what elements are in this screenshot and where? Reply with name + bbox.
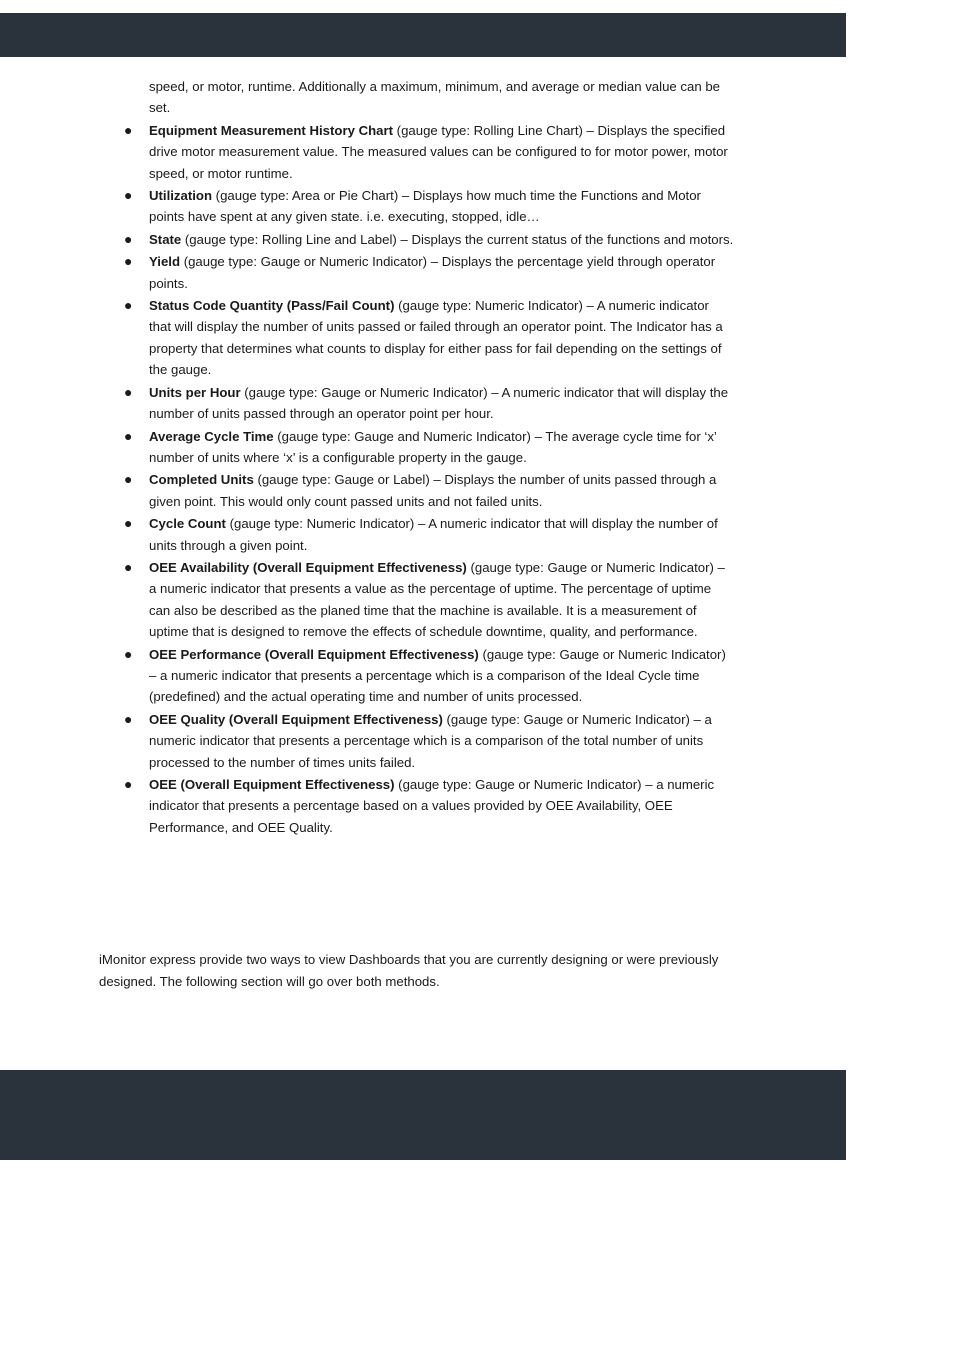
bullet-icon: ● [124, 471, 133, 488]
list-item [124, 295, 734, 381]
closing-paragraph: iMonitor express provide two ways to view Dashboards that you are currently designing or were previously designed. The following section will go over both methods. [99, 952, 719, 989]
list-item [124, 774, 734, 838]
list-item [124, 120, 734, 184]
list-item [124, 709, 734, 773]
list-item [124, 229, 734, 250]
item-description: (gauge type: Gauge or Numeric Indicator) – Displays the percentage yield through operator points. [149, 254, 716, 291]
item-term: Cycle Count [149, 516, 226, 532]
list-item [124, 426, 734, 469]
bullet-icon: ● [124, 427, 133, 444]
continuation-paragraph: speed, or motor, runtime. Additionally a maximum, minimum, and average or median value can be set. [149, 79, 721, 116]
bullet-icon: ● [124, 383, 133, 400]
item-term: Equipment Measurement History Chart [149, 122, 394, 138]
document-body [124, 76, 734, 838]
bullet-icon: ● [124, 297, 133, 314]
list-item [124, 251, 734, 294]
item-description: (gauge type: Rolling Line and Label) – Displays the current status of the functions and motors. [181, 231, 734, 247]
bullet-icon: ● [124, 710, 133, 727]
item-description: (gauge type: Gauge or Label) – Displays the number of units passed through a given point. This would only count passed units and not failed units. [149, 472, 717, 509]
item-description: (gauge type: Gauge or Numeric Indicator) – A numeric indicator that will display the number of units passed through an operator point per hour. [149, 384, 729, 422]
item-term: State [149, 231, 182, 247]
item-term: Completed Units [149, 472, 254, 488]
item-term: OEE Performance (Overall Equipment Effectiveness) [149, 646, 479, 662]
bullet-icon: ● [124, 515, 133, 532]
item-term: Yield [149, 254, 181, 270]
list-item [124, 513, 734, 556]
bullet-icon: ● [124, 776, 133, 792]
item-description: (gauge type: Gauge or Numeric Indicator) – a numeric indicator that presents a value as the percentage of uptime. The percentage of uptime can also be described as the planed time that the machine is available. It is a measurement of uptime that is designed to remove the effects of schedule downtime, quality, and performance. [149, 559, 725, 640]
list-item [124, 185, 734, 228]
item-description: (gauge type: Numeric Indicator) – A numeric indicator that will display the number of units through a given point. [149, 516, 718, 553]
bullet-icon: ● [124, 230, 133, 247]
item-term: Utilization [149, 188, 213, 204]
item-description: (gauge type: Gauge and Numeric Indicator) – The average cycle time for ‘x’ number of units where ‘x’ is a configurable property in the gauge. [149, 428, 717, 465]
item-term: OEE Availability (Overall Equipment Effectiveness) [149, 559, 467, 575]
header-bar [0, 13, 846, 57]
item-term: Average Cycle Time [149, 428, 274, 444]
item-term: Units per Hour [149, 384, 241, 400]
item-term: OEE (Overall Equipment Effectiveness) [149, 777, 395, 792]
bullet-icon: ● [124, 253, 133, 270]
item-description: (gauge type: Gauge or Numeric Indicator) – a numeric indicator that presents a percentage which is a comparison of the total number of units processed to the number of times units failed. [149, 711, 712, 770]
item-description: (gauge type: Numeric Indicator) – A numeric indicator that will display the number of units passed or failed through an operator point. The Indicator has a property that determines what counts to display for either pass for fail depending on the settings of the gauge. [149, 298, 723, 378]
item-description: (gauge type: Rolling Line Chart) – Displays the specified drive motor measurement value. The measured values can be configured to for motor power, motor speed, or motor runtime. [149, 122, 728, 181]
item-term: Status Code Quantity (Pass/Fail Count) [149, 298, 395, 314]
list-item [124, 382, 734, 425]
list-item [124, 644, 734, 708]
item-description: (gauge type: Gauge or Numeric Indicator) – a numeric indicator that presents a percentage which is a comparison of the Ideal Cycle time (predefined) and the actual operating time and number of units processed. [149, 646, 726, 705]
footer-bar [0, 1070, 846, 1160]
bullet-icon: ● [124, 645, 133, 662]
gauge-type-list [124, 120, 734, 838]
bullet-icon: ● [124, 121, 133, 138]
list-item [124, 557, 734, 643]
bullet-icon: ● [124, 187, 133, 204]
list-item [124, 469, 734, 512]
item-description: (gauge type: Area or Pie Chart) – Displays how much time the Functions and Motor points have spent at any given state. i.e. executing, stopped, idle… [149, 188, 701, 225]
item-description: (gauge type: Gauge or Numeric Indicator) – a numeric indicator that presents a percentage based on a values provided by OEE Availability, OEE Performance, and OEE Quality. [149, 777, 715, 835]
bullet-icon: ● [124, 558, 133, 575]
item-term: OEE Quality (Overall Equipment Effectiveness) [149, 711, 443, 727]
